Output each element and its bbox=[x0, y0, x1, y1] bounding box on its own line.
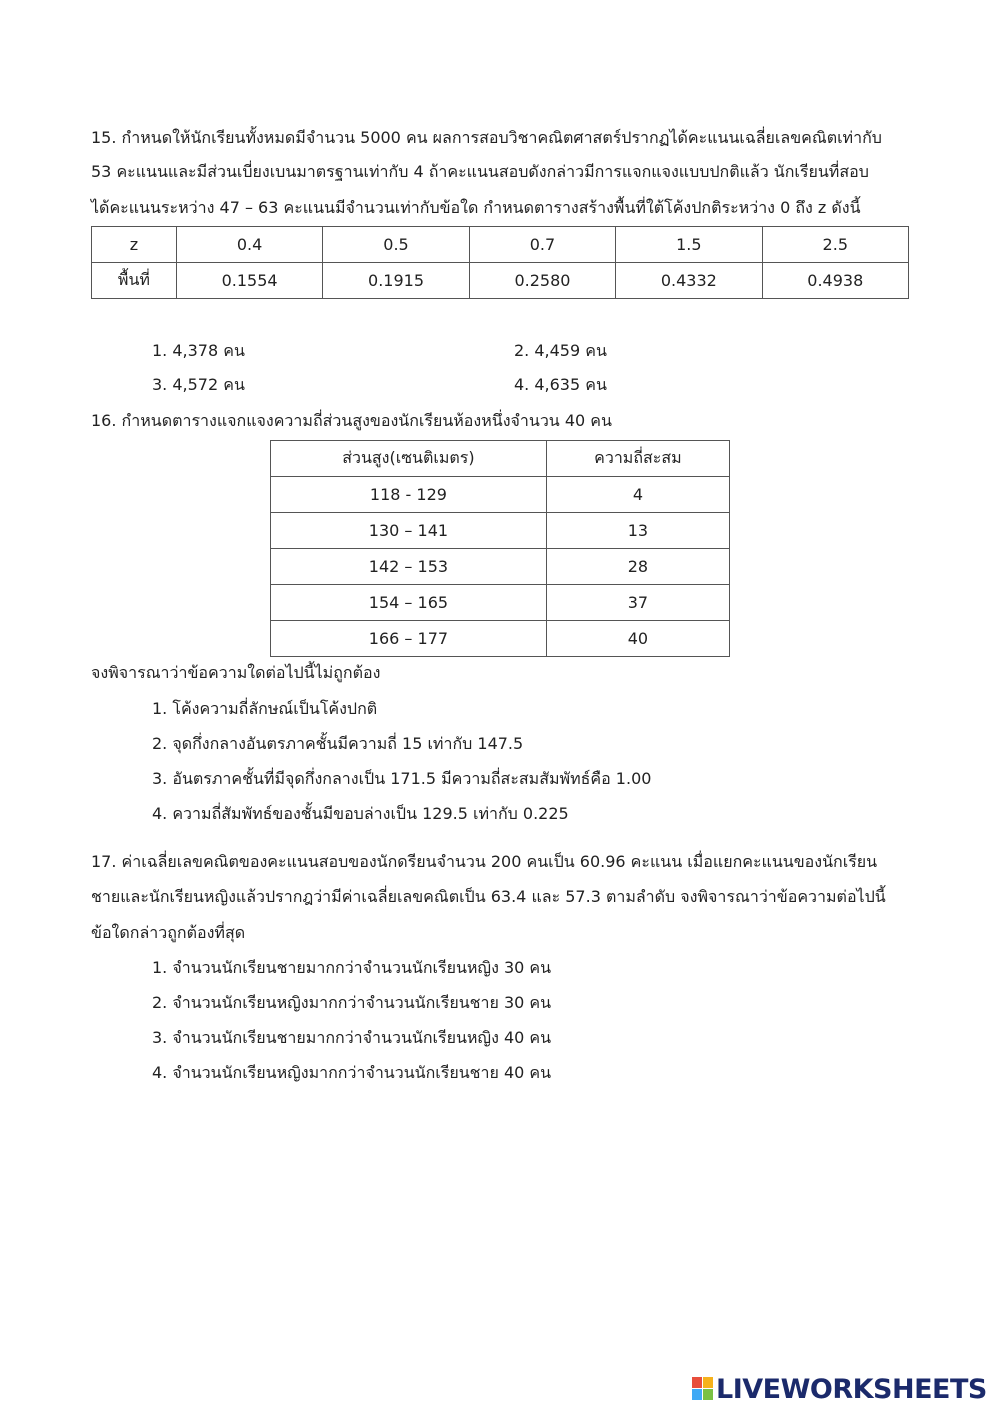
table-cell: 154 – 165 bbox=[271, 585, 547, 621]
table-cell: 118 - 129 bbox=[271, 477, 547, 513]
liveworksheets-logo bbox=[692, 1374, 987, 1404]
table-row bbox=[271, 477, 730, 513]
table-cell: 2.5 bbox=[762, 227, 908, 263]
q16-option-1: 1. โค้งความถี่ลักษณ์เป็นโค้งปกติ bbox=[152, 699, 378, 718]
q16-option-3: 3. อันตรภาคชั้นที่มีจุดกึ่งกลางเป็น 171.5 มีความถี่สะสมสัมพัทธ์คือ 1.00 bbox=[152, 769, 652, 788]
liveworksheets-logo-icon bbox=[692, 1377, 714, 1401]
q17-option-2: 2. จำนวนนักเรียนหญิงมากกว่าจำนวนนักเรียนชาย 30 คน bbox=[152, 993, 552, 1012]
table-cell: พื้นที่ bbox=[92, 263, 177, 299]
q16-option-4: 4. ความถี่สัมพัทธ์ของชั้นมีขอบล่างเป็น 129.5 เท่ากับ 0.225 bbox=[152, 804, 569, 823]
q15-option-3: 3. 4,572 คน bbox=[152, 375, 245, 394]
q17-option-1: 1. จำนวนนักเรียนชายมากกว่าจำนวนนักเรียนหญิง 30 คน bbox=[152, 958, 552, 977]
q17-line-1: 17. ค่าเฉลี่ยเลขคณิตของคะแนนสอบของนักดรียนจำนวน 200 คนเป็น 60.96 คะแนน เมื่อแยกคะแนนของนักเรียน bbox=[91, 852, 878, 871]
q16-title: 16. กำหนดตารางแจกแจงความถี่ส่วนสูงของนักเรียนห้องหนึ่งจำนวน 40 คน bbox=[91, 411, 612, 430]
table-header-cell: ความถี่สะสม bbox=[546, 441, 729, 477]
table-header-row bbox=[271, 441, 730, 477]
table-cell: 28 bbox=[546, 549, 729, 585]
q15-option-1: 1. 4,378 คน bbox=[152, 341, 245, 360]
table-cell: z bbox=[92, 227, 177, 263]
table-cell: 130 – 141 bbox=[271, 513, 547, 549]
liveworksheets-logo-text: LIVEWORKSHEETS bbox=[716, 1373, 987, 1405]
z-area-table bbox=[91, 226, 909, 299]
q17-option-4: 4. จำนวนนักเรียนหญิงมากกว่าจำนวนนักเรียนชาย 40 คน bbox=[152, 1063, 552, 1082]
table-cell: 0.1915 bbox=[323, 263, 469, 299]
table-cell: 4 bbox=[546, 477, 729, 513]
table-cell: 1.5 bbox=[616, 227, 762, 263]
table-cell: 0.5 bbox=[323, 227, 469, 263]
q15-line-3: ได้คะแนนระหว่าง 47 – 63 คะแนนมีจำนวนเท่ากับข้อใด กำหนดตารางสร้างพื้นที่ใต้โค้งปกติระหว่าง 0 ถึง z ดังนี้ bbox=[91, 198, 861, 217]
q15-line-2: 53 คะแนนและมีส่วนเบี่ยงเบนมาตรฐานเท่ากับ 4 ถ้าคะแนนสอบดังกล่าวมีการแจกแจงแบบปกติแล้ว นักเรียนที่สอบ bbox=[91, 162, 869, 181]
table-row bbox=[271, 585, 730, 621]
table-cell: 0.4332 bbox=[616, 263, 762, 299]
table-cell: 0.7 bbox=[469, 227, 615, 263]
table-cell: 0.4 bbox=[176, 227, 322, 263]
q15-option-4: 4. 4,635 คน bbox=[514, 375, 607, 394]
q15-option-2: 2. 4,459 คน bbox=[514, 341, 607, 360]
q17-line-2: ชายและนักเรียนหญิงแล้วปรากฎว่ามีค่าเฉลี่ยเลขคณิตเป็น 63.4 และ 57.3 ตามลำดับ จงพิจารณาว่าข้อความต่อไปนี้ bbox=[91, 887, 886, 906]
q16-option-2: 2. จุดกึ่งกลางอันตรภาคชั้นมีความถี่ 15 เท่ากับ 147.5 bbox=[152, 734, 524, 753]
table-cell: 0.2580 bbox=[469, 263, 615, 299]
table-cell: 37 bbox=[546, 585, 729, 621]
table-cell: 13 bbox=[546, 513, 729, 549]
q17-line-3: ข้อใดกล่าวถูกต้องที่สุด bbox=[91, 923, 246, 942]
height-frequency-table bbox=[270, 440, 730, 657]
table-row bbox=[271, 621, 730, 657]
q16-prompt: จงพิจารณาว่าข้อความใดต่อไปนี้ไม่ถูกต้อง bbox=[91, 663, 381, 682]
table-cell: 40 bbox=[546, 621, 729, 657]
table-cell: 142 – 153 bbox=[271, 549, 547, 585]
table-row bbox=[92, 263, 909, 299]
table-cell: 0.1554 bbox=[176, 263, 322, 299]
q15-line-1: 15. กำหนดให้นักเรียนทั้งหมดมีจำนวน 5000 คน ผลการสอบวิชาคณิตศาสตร์ปรากฏได้คะแนนเฉลี่ยเลขคณิตเท่ากับ bbox=[91, 128, 882, 147]
q17-option-3: 3. จำนวนนักเรียนชายมากกว่าจำนวนนักเรียนหญิง 40 คน bbox=[152, 1028, 552, 1047]
table-row bbox=[271, 513, 730, 549]
table-row bbox=[271, 549, 730, 585]
table-cell: 166 – 177 bbox=[271, 621, 547, 657]
table-header-cell: ส่วนสูง(เซนติเมตร) bbox=[271, 441, 547, 477]
table-row bbox=[92, 227, 909, 263]
table-cell: 0.4938 bbox=[762, 263, 908, 299]
